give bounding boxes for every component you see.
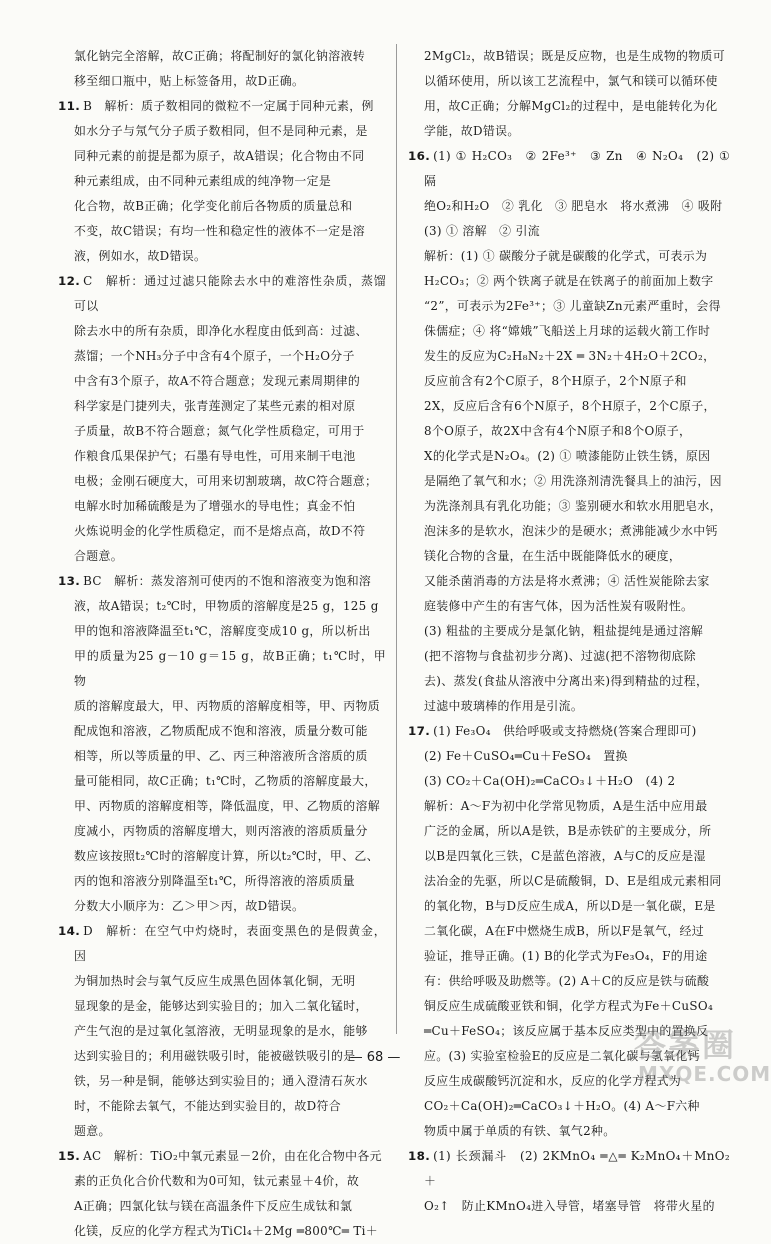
text-line — [408, 344, 730, 369]
text-line — [58, 869, 386, 894]
line-text: 移至细口瓶中，贴上标签备用，故D正确。 — [74, 74, 305, 88]
text-line — [58, 644, 386, 694]
line-text: 又能杀菌消毒的方法是将水煮沸；④ 活性炭能除去家 — [424, 574, 710, 588]
line-text: 如水分子与氖气分子质子数相同，但不是同种元素，是 — [74, 124, 368, 138]
line-text: 以循环使用，所以该工艺流程中，氯气和镁可以循环使 — [424, 74, 718, 88]
question-number: 15. — [58, 1149, 81, 1163]
text-line — [408, 919, 730, 944]
text-line — [58, 169, 386, 194]
line-text: 火炼说明金的化学性质稳定，而不是熔点高，故D不符 — [74, 524, 366, 538]
line-text: ═Cu＋FeSO₄；该反应属于基本反应类型中的置换反 — [424, 1024, 709, 1038]
text-line — [58, 469, 386, 494]
line-text: 化镁，反应的化学方程式为TiCl₄＋2Mg ═800℃═ Ti＋ — [74, 1224, 379, 1238]
text-line — [408, 644, 730, 669]
line-text: 氯化钠完全溶解，故C正确；将配制好的氯化钠溶液转 — [74, 49, 365, 63]
line-text: 甲、丙物质的溶解度相等，降低温度，甲、乙物质的溶解 — [74, 799, 381, 813]
line-text: X的化学式是N₂O₄。(2) ① 喷漆能防止铁生锈，原因 — [424, 449, 711, 463]
line-text: C 解析：通过过滤只能除去水中的难溶性杂质，蒸馏可以 — [74, 274, 386, 313]
line-text: 二氧化碳，A在F中燃烧生成B，所以F是氧气，经过 — [424, 924, 705, 938]
text-line — [58, 219, 386, 244]
text-line — [58, 519, 386, 544]
line-text: 质的溶解度最大，甲、丙物质的溶解度相等，甲、丙物质 — [74, 699, 381, 713]
line-text: 数应该按照t₂℃时的溶解度计算，所以t₂℃时，甲、乙、 — [74, 849, 379, 863]
text-line — [58, 1144, 386, 1169]
line-text: CO₂＋Ca(OH)₂═CaCO₃↓＋H₂O。(4) A～F六种 — [424, 1099, 700, 1113]
text-line — [58, 919, 386, 969]
line-text: 作粮食瓜果保护气；石墨有导电性，可用来制干电池 — [74, 449, 356, 463]
text-line — [408, 669, 730, 694]
text-line — [58, 619, 386, 644]
line-text: 物质中属于单质的有铁、氧气2种。 — [424, 1124, 616, 1138]
line-text: 除去水中的所有杂质，即净化水程度由低到高：过滤、 — [74, 324, 368, 338]
line-text: 侏儒症；④ 将“嫦娥”飞船送上月球的运载火箭工作时 — [424, 324, 711, 338]
text-line — [58, 544, 386, 569]
line-text: (1) ① H₂CO₃ ② 2Fe³⁺ ③ Zn ④ N₂O₄ (2) ① 隔 — [424, 149, 730, 188]
text-line — [408, 194, 730, 219]
line-text: B 解析：质子数相同的微粒不一定属于同种元素，例 — [83, 99, 374, 113]
text-line — [58, 994, 386, 1019]
line-text: 的氧化物，B与D反应生成A，所以D是一氧化碳，E是 — [424, 899, 716, 913]
text-line — [58, 1094, 386, 1119]
text-line — [58, 1169, 386, 1194]
text-line — [408, 694, 730, 719]
line-text: BC 解析：蒸发溶剂可使丙的不饱和溶液变为饱和溶 — [83, 574, 372, 588]
line-text: 是隔绝了氧气和水；② 用洗涤剂清洗餐具上的油污，因 — [424, 474, 722, 488]
line-text: (1) Fe₃O₄ 供给呼吸或支持燃烧(答案合理即可) — [433, 724, 697, 738]
line-text: 电极；金刚石硬度大，可用来切割玻璃，故C符合题意； — [74, 474, 378, 488]
line-text: 广泛的金属，所以A是铁，B是赤铁矿的主要成分，所 — [424, 824, 712, 838]
line-text: 产生气泡的是过氧化氢溶液，无明显现象的是水，能够 — [74, 1024, 368, 1038]
text-line — [408, 244, 730, 269]
text-line — [58, 119, 386, 144]
line-text: 同种元素的前提是都为原子，故A错误；化合物由不同 — [74, 149, 365, 163]
text-line — [408, 394, 730, 419]
text-line — [408, 44, 730, 69]
line-text: 8个O原子，故2X中含有4个N原子和8个O原子， — [424, 424, 692, 438]
line-text: 去)、蒸发(食盐从溶液中分离出来)得到精盐的过程， — [424, 674, 709, 688]
line-text: D 解析：在空气中灼烧时，表面变黑色的是假黄金，因 — [74, 924, 386, 963]
text-line — [58, 394, 386, 419]
text-line — [408, 469, 730, 494]
text-line — [58, 94, 386, 119]
text-line — [58, 1019, 386, 1044]
line-text: 度减小，丙物质的溶解度增大，则丙溶液的溶质质量分 — [74, 824, 368, 838]
text-line — [58, 494, 386, 519]
line-text: 丙的饱和溶液分别降温至t₁℃，所得溶液的溶质质量 — [74, 874, 355, 888]
line-text: 解析：(1) ① 碳酸分子就是碳酸的化学式，可表示为 — [424, 249, 708, 263]
text-line — [408, 944, 730, 969]
text-line — [408, 319, 730, 344]
question-number: 17. — [408, 724, 431, 738]
line-text: 反应生成碳酸钙沉淀和水，反应的化学方程式为 — [424, 1074, 682, 1088]
column-divider — [396, 44, 397, 1034]
line-text: 甲的饱和溶液降温至t₁℃，溶解度变成10 g，所以析出 — [74, 624, 371, 638]
text-line — [58, 419, 386, 444]
text-line — [58, 44, 386, 69]
text-line — [408, 69, 730, 94]
line-text: 2X，反应后含有6个N原子，8个H原子，2个C原子， — [424, 399, 716, 413]
text-line — [58, 1069, 386, 1094]
text-line — [408, 294, 730, 319]
line-text: (3) CO₂＋Ca(OH)₂═CaCO₃↓＋H₂O (4) 2 — [424, 774, 676, 788]
line-text: 铜反应生成硫酸亚铁和铜，化学方程式为Fe＋CuSO₄ — [424, 999, 714, 1013]
text-line — [408, 569, 730, 594]
line-text: 铁，另一种是铜，能够达到实验目的；通入澄清石灰水 — [74, 1074, 368, 1088]
line-text: O₂↑ 防止KMnO₄进入导管，堵塞导管 将带火星的 — [424, 1199, 715, 1213]
text-line — [58, 819, 386, 844]
text-line — [58, 69, 386, 94]
text-line — [408, 844, 730, 869]
text-line — [58, 244, 386, 269]
text-line — [58, 1194, 386, 1219]
line-text: 达到实验目的；利用磁铁吸引时，能被磁铁吸引的是 — [74, 1049, 356, 1063]
question-number: 13. — [58, 574, 81, 588]
text-line — [58, 769, 386, 794]
text-line — [58, 794, 386, 819]
text-line — [58, 569, 386, 594]
text-line — [408, 219, 730, 244]
line-text: (3) 粗盐的主要成分是氯化钠，粗盐提纯是通过溶解 — [424, 624, 704, 638]
text-line — [408, 94, 730, 119]
text-line — [58, 344, 386, 369]
line-text: 为洗涤剂具有乳化功能；③ 鉴别硬水和软水用肥皂水， — [424, 499, 722, 513]
text-line — [408, 1194, 730, 1219]
line-text: 子质量，故B不符合题意；氮气化学性质稳定，可用于 — [74, 424, 365, 438]
line-text: 时，不能除去氧气，不能达到实验目的，故D符合 — [74, 1099, 341, 1113]
text-line — [408, 769, 730, 794]
line-text: (1) 长颈漏斗 (2) 2KMnO₄ ═△═ K₂MnO₄＋MnO₂＋ — [424, 1149, 730, 1188]
text-line — [58, 894, 386, 919]
line-text: 分数大小顺序为：乙＞甲＞丙，故D错误。 — [74, 899, 305, 913]
line-text: 泡沫多的是软水，泡沫少的是硬水；煮沸能减少水中钙 — [424, 524, 718, 538]
line-text: 液，例如水，故D错误。 — [74, 249, 207, 263]
line-text: 绝O₂和H₂O ② 乳化 ③ 肥皂水 将水煮沸 ④ 吸附 — [424, 199, 723, 213]
line-text: (把不溶物与食盐初步分离)、过滤(把不溶物彻底除 — [424, 649, 697, 663]
text-line — [408, 369, 730, 394]
text-line — [58, 719, 386, 744]
text-line — [58, 269, 386, 319]
line-text: 庭装修中产生的有害气体，因为活性炭有吸附性。 — [424, 599, 694, 613]
line-text: 相等，所以等质量的甲、乙、丙三种溶液所含溶质的质 — [74, 749, 368, 763]
line-text: 为铜加热时会与氧气反应生成黑色固体氧化铜，无明 — [74, 974, 356, 988]
line-text: 反应前含有2个C原子，8个H原子，2个N原子和 — [424, 374, 687, 388]
line-text: 发生的反应为C₂H₈N₂＋2X ═ 3N₂＋4H₂O＋2CO₂， — [424, 349, 716, 363]
text-line — [58, 694, 386, 719]
text-line — [408, 144, 730, 194]
line-text: 科学家是门捷列夫，张青莲测定了某些元素的相对原 — [74, 399, 356, 413]
text-line — [58, 969, 386, 994]
line-text: 2MgCl₂，故B错误；既是反应物，也是生成物的物质可 — [424, 49, 726, 63]
watermark-line1: 答案圈 — [634, 1026, 737, 1064]
line-text: 题意。 — [74, 1124, 111, 1138]
page-number: — 68 — — [349, 1050, 401, 1065]
text-line — [408, 419, 730, 444]
question-number: 14. — [58, 924, 81, 938]
line-text: 合题意。 — [74, 549, 123, 563]
text-line — [58, 194, 386, 219]
line-text: 应。(3) 实验室检验E的反应是二氧化碳与氢氧化钙 — [424, 1049, 700, 1063]
text-line — [408, 794, 730, 819]
text-line — [58, 744, 386, 769]
text-line — [408, 619, 730, 644]
line-text: 量可能相同，故C正确；t₁℃时，乙物质的溶解度最大， — [74, 774, 377, 788]
watermark-line2: MXQE.COM — [638, 1062, 771, 1086]
line-text: 验证，推导正确。(1) B的化学式为Fe₃O₄，F的用途 — [424, 949, 708, 963]
text-line — [408, 119, 730, 144]
line-text: “2”，可表示为2Fe³⁺；③ 儿童缺Zn元素严重时，会得 — [424, 299, 721, 313]
text-line — [408, 744, 730, 769]
line-text: 学能，故D错误。 — [424, 124, 520, 138]
question-number: 12. — [58, 274, 81, 288]
text-line — [408, 519, 730, 544]
line-text: 以B是四氧化三铁，C是蓝色溶液，A与C的反应是湿 — [424, 849, 706, 863]
line-text: 有：供给呼吸及助燃等。(2) A＋C的反应是铁与硫酸 — [424, 974, 710, 988]
text-line — [408, 1119, 730, 1144]
question-number: 18. — [408, 1149, 431, 1163]
text-line — [408, 819, 730, 844]
text-line — [58, 1219, 386, 1244]
line-text: 用，故C正确；分解MgCl₂的过程中，是电能转化为化 — [424, 99, 718, 113]
line-text: 镁化合物的含量，在生活中既能降低水的硬度， — [424, 549, 682, 563]
text-line — [58, 369, 386, 394]
text-line — [408, 444, 730, 469]
text-line — [408, 969, 730, 994]
text-line — [408, 494, 730, 519]
line-text: 电解水时加稀硫酸是为了增强水的导电性；真金不怕 — [74, 499, 356, 513]
line-text: (3) ① 溶解 ② 引流 — [424, 224, 540, 238]
line-text: (2) Fe＋CuSO₄═Cu＋FeSO₄ 置换 — [424, 749, 628, 763]
text-line — [408, 544, 730, 569]
text-line — [408, 994, 730, 1019]
line-text: 化合物，故B正确；化学变化前后各物质的质量总和 — [74, 199, 353, 213]
line-text: 显现象的是金，能够达到实验目的；加入二氧化锰时， — [74, 999, 368, 1013]
line-text: 过滤中玻璃棒的作用是引流。 — [424, 699, 584, 713]
text-line — [408, 869, 730, 894]
line-text: AC 解析：TiO₂中氧元素显－2价，由在化合物中各元 — [83, 1149, 382, 1163]
line-text: 素的正负化合价代数和为0可知，钛元素显＋4价，故 — [74, 1174, 360, 1188]
text-line — [58, 444, 386, 469]
question-number: 11. — [58, 99, 81, 113]
watermark-logo — [628, 1018, 771, 1090]
line-text: 中含有3个原子，故A不符合题意；发现元素周期律的 — [74, 374, 361, 388]
text-line — [408, 894, 730, 919]
text-line — [58, 1119, 386, 1144]
line-text: 法冶金的先驱，所以C是硫酸铜，D、E是组成元素相同 — [424, 874, 722, 888]
text-line — [408, 594, 730, 619]
text-line — [408, 1144, 730, 1194]
text-line — [408, 269, 730, 294]
line-text: H₂CO₃；② 两个铁离子就是在铁离子的前面加上数字 — [424, 274, 714, 288]
line-text: 解析：A～F为初中化学常见物质，A是生活中应用最 — [424, 799, 708, 813]
line-text: 配成饱和溶液，乙物质配成不饱和溶液，质量分数可能 — [74, 724, 368, 738]
line-text: 甲的质量为25 g－10 g＝15 g，故B正确；t₁℃时，甲物 — [74, 649, 386, 688]
text-line — [58, 144, 386, 169]
line-text: 液，故A错误；t₂℃时，甲物质的溶解度是25 g，125 g — [74, 599, 379, 613]
text-line — [58, 844, 386, 869]
line-text: 不变，故C错误；有均一性和稳定性的液体不一定是溶 — [74, 224, 365, 238]
line-text: 蒸馏；一个NH₃分子中含有4个原子，一个H₂O分子 — [74, 349, 355, 363]
line-text: A正确；四氯化钛与镁在高温条件下反应生成钛和氯 — [74, 1199, 353, 1213]
text-line — [58, 594, 386, 619]
line-text: 种元素组成，由不同种元素组成的纯净物一定是 — [74, 174, 332, 188]
text-line — [58, 319, 386, 344]
text-line — [408, 719, 730, 744]
question-number: 16. — [408, 149, 431, 163]
text-line — [408, 1094, 730, 1119]
